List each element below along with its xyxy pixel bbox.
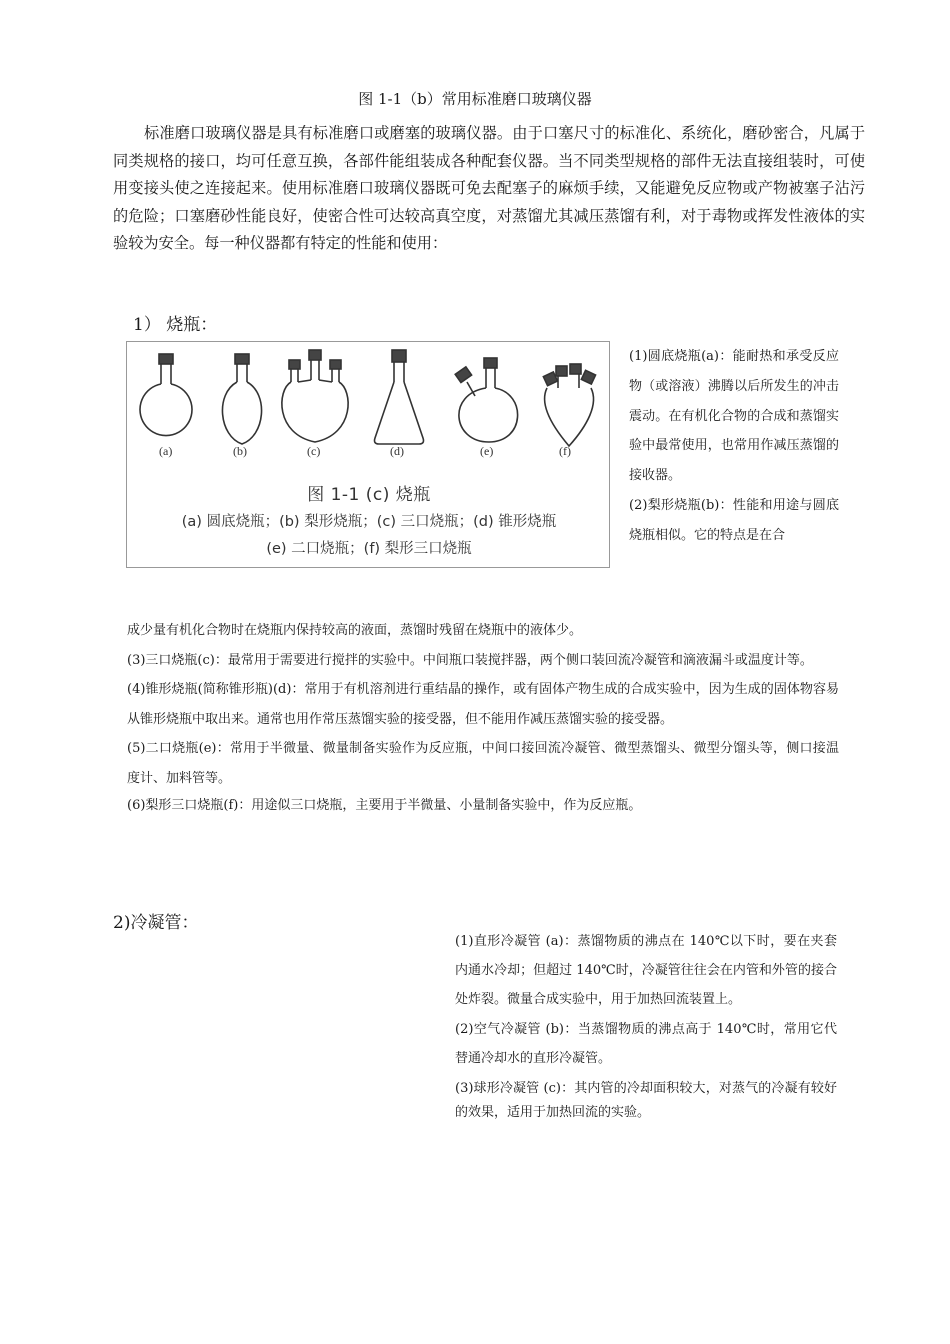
conical-flask-paragraph: (4)锥形烧瓶(简称锥形瓶)(d)：常用于有机溶剂进行重结晶的操作，或有固体产物生成的合成实验中，因为生成的固体物容易从锥形烧瓶中取出来。通常也用作常压蒸馏实验的接受器，但不能用作减压蒸馏实验的接受器。 — [127, 682, 839, 727]
flask-illustrations — [127, 342, 611, 569]
figure-legend-line1: (a) 圆底烧瓶；(b) 梨形烧瓶；(c) 三口烧瓶；(d) 锥形烧瓶 — [181, 514, 557, 530]
figure-caption: 图 1-1（b）常用标准磨口玻璃仪器 — [358, 90, 592, 108]
round-bottom-flask-paragraph: (1)圆底烧瓶(a)：能耐热和承受反应物（或溶液）沸腾以后所发生的冲击震动。在有机化合物的合成和蒸馏实验中最常使用，也常用作减压蒸馏的接收器。 — [629, 349, 839, 484]
round-bottom-flask-illustration — [140, 354, 192, 436]
conical-flask-illustration — [375, 350, 424, 444]
section-heading-flasks: 1） 烧瓶： — [133, 315, 218, 335]
figure-label-a: (a) — [159, 444, 173, 458]
figure-title: 图 1-1 (c) 烧瓶 — [307, 485, 431, 505]
condenser-descriptions — [455, 927, 837, 1125]
pear-three-neck-flask-illustration — [543, 364, 595, 446]
figure-label-c: (c) — [307, 444, 321, 458]
three-neck-flask-paragraph: (3)三口烧瓶(c)：最常用于需要进行搅拌的实验中。中间瓶口装搅拌器，两个侧口装回流冷凝管和滴液漏斗或温度计等。 — [127, 652, 813, 668]
figure-legend-line2: (e) 二口烧瓶；(f) 梨形三口烧瓶 — [266, 541, 472, 557]
figure-label-e: (e) — [480, 444, 494, 458]
figure-label-f: (f) — [559, 444, 571, 458]
two-neck-flask-illustration — [455, 358, 517, 442]
figure-label-d: (d) — [390, 444, 404, 458]
bulb-condenser-paragraph: (3)球形冷凝管 (c)：其内管的冷却面积较大，对蒸气的冷凝有较好的效果，适用于加热回流的实验。 — [455, 1081, 837, 1121]
air-condenser-paragraph: (2)空气冷凝管 (b)：当蒸馏物质的沸点高于 140℃时，常用它代替通冷却水的直形冷凝管。 — [455, 1021, 837, 1066]
two-neck-flask-paragraph: (5)二口烧瓶(e)：常用于半微量、微量制备实验作为反应瓶，中间口接回流冷凝管、微型蒸馏头、微型分馏头等，侧口接温度计、加料管等。 — [127, 741, 839, 786]
three-neck-flask-illustration — [282, 350, 348, 442]
intro-paragraph: 标准磨口玻璃仪器是具有标准磨口或磨塞的玻璃仪器。由于口塞尺寸的标准化、系统化，磨砂密合，凡属于同类规格的接口，均可任意互换，各部件能组装成各种配套仪器。当不同类型规格的部件无法直接组装时，可使用变接头使之连接起来。使用标准磨口玻璃仪器既可免去配塞子的麻烦手续，又能避免反应物或产物被塞子沾污的危险；口塞磨砂性能良好，使密合性可达较高真空度，对蒸馏尤其减压蒸馏有利，对于毒物或挥发性液体的实验较为安全。每一种仪器都有特定的性能和使用： — [113, 124, 865, 252]
pear-flask-illustration — [222, 354, 261, 444]
figure-label-b: (b) — [233, 444, 247, 458]
pear-flask-paragraph-start: (2)梨形烧瓶(b)：性能和用途与圆底烧瓶相似。它的特点是在合 — [629, 497, 839, 543]
flask-figure — [126, 341, 610, 568]
flask-descriptions — [127, 616, 839, 816]
flask-side-text — [629, 342, 839, 551]
intro-section — [113, 120, 865, 258]
section-heading-condensers: 2)冷凝管： — [113, 913, 199, 933]
pear-flask-paragraph-end: 成少量有机化合物时在烧瓶内保持较高的液面，蒸馏时残留在烧瓶中的液体少。 — [127, 623, 583, 638]
straight-condenser-paragraph: (1)直形冷凝管 (a)：蒸馏物质的沸点在 140℃以下时，要在夹套内通水冷却；但超过 140℃时，冷凝管往往会在内管和外管的接合处炸裂。微量合成实验中，用于加热回流装置上。 — [455, 934, 837, 1008]
pear-three-neck-flask-paragraph: (6)梨形三口烧瓶(f)：用途似三口烧瓶，主要用于半微量、小量制备实验中，作为反应瓶。 — [127, 797, 642, 813]
